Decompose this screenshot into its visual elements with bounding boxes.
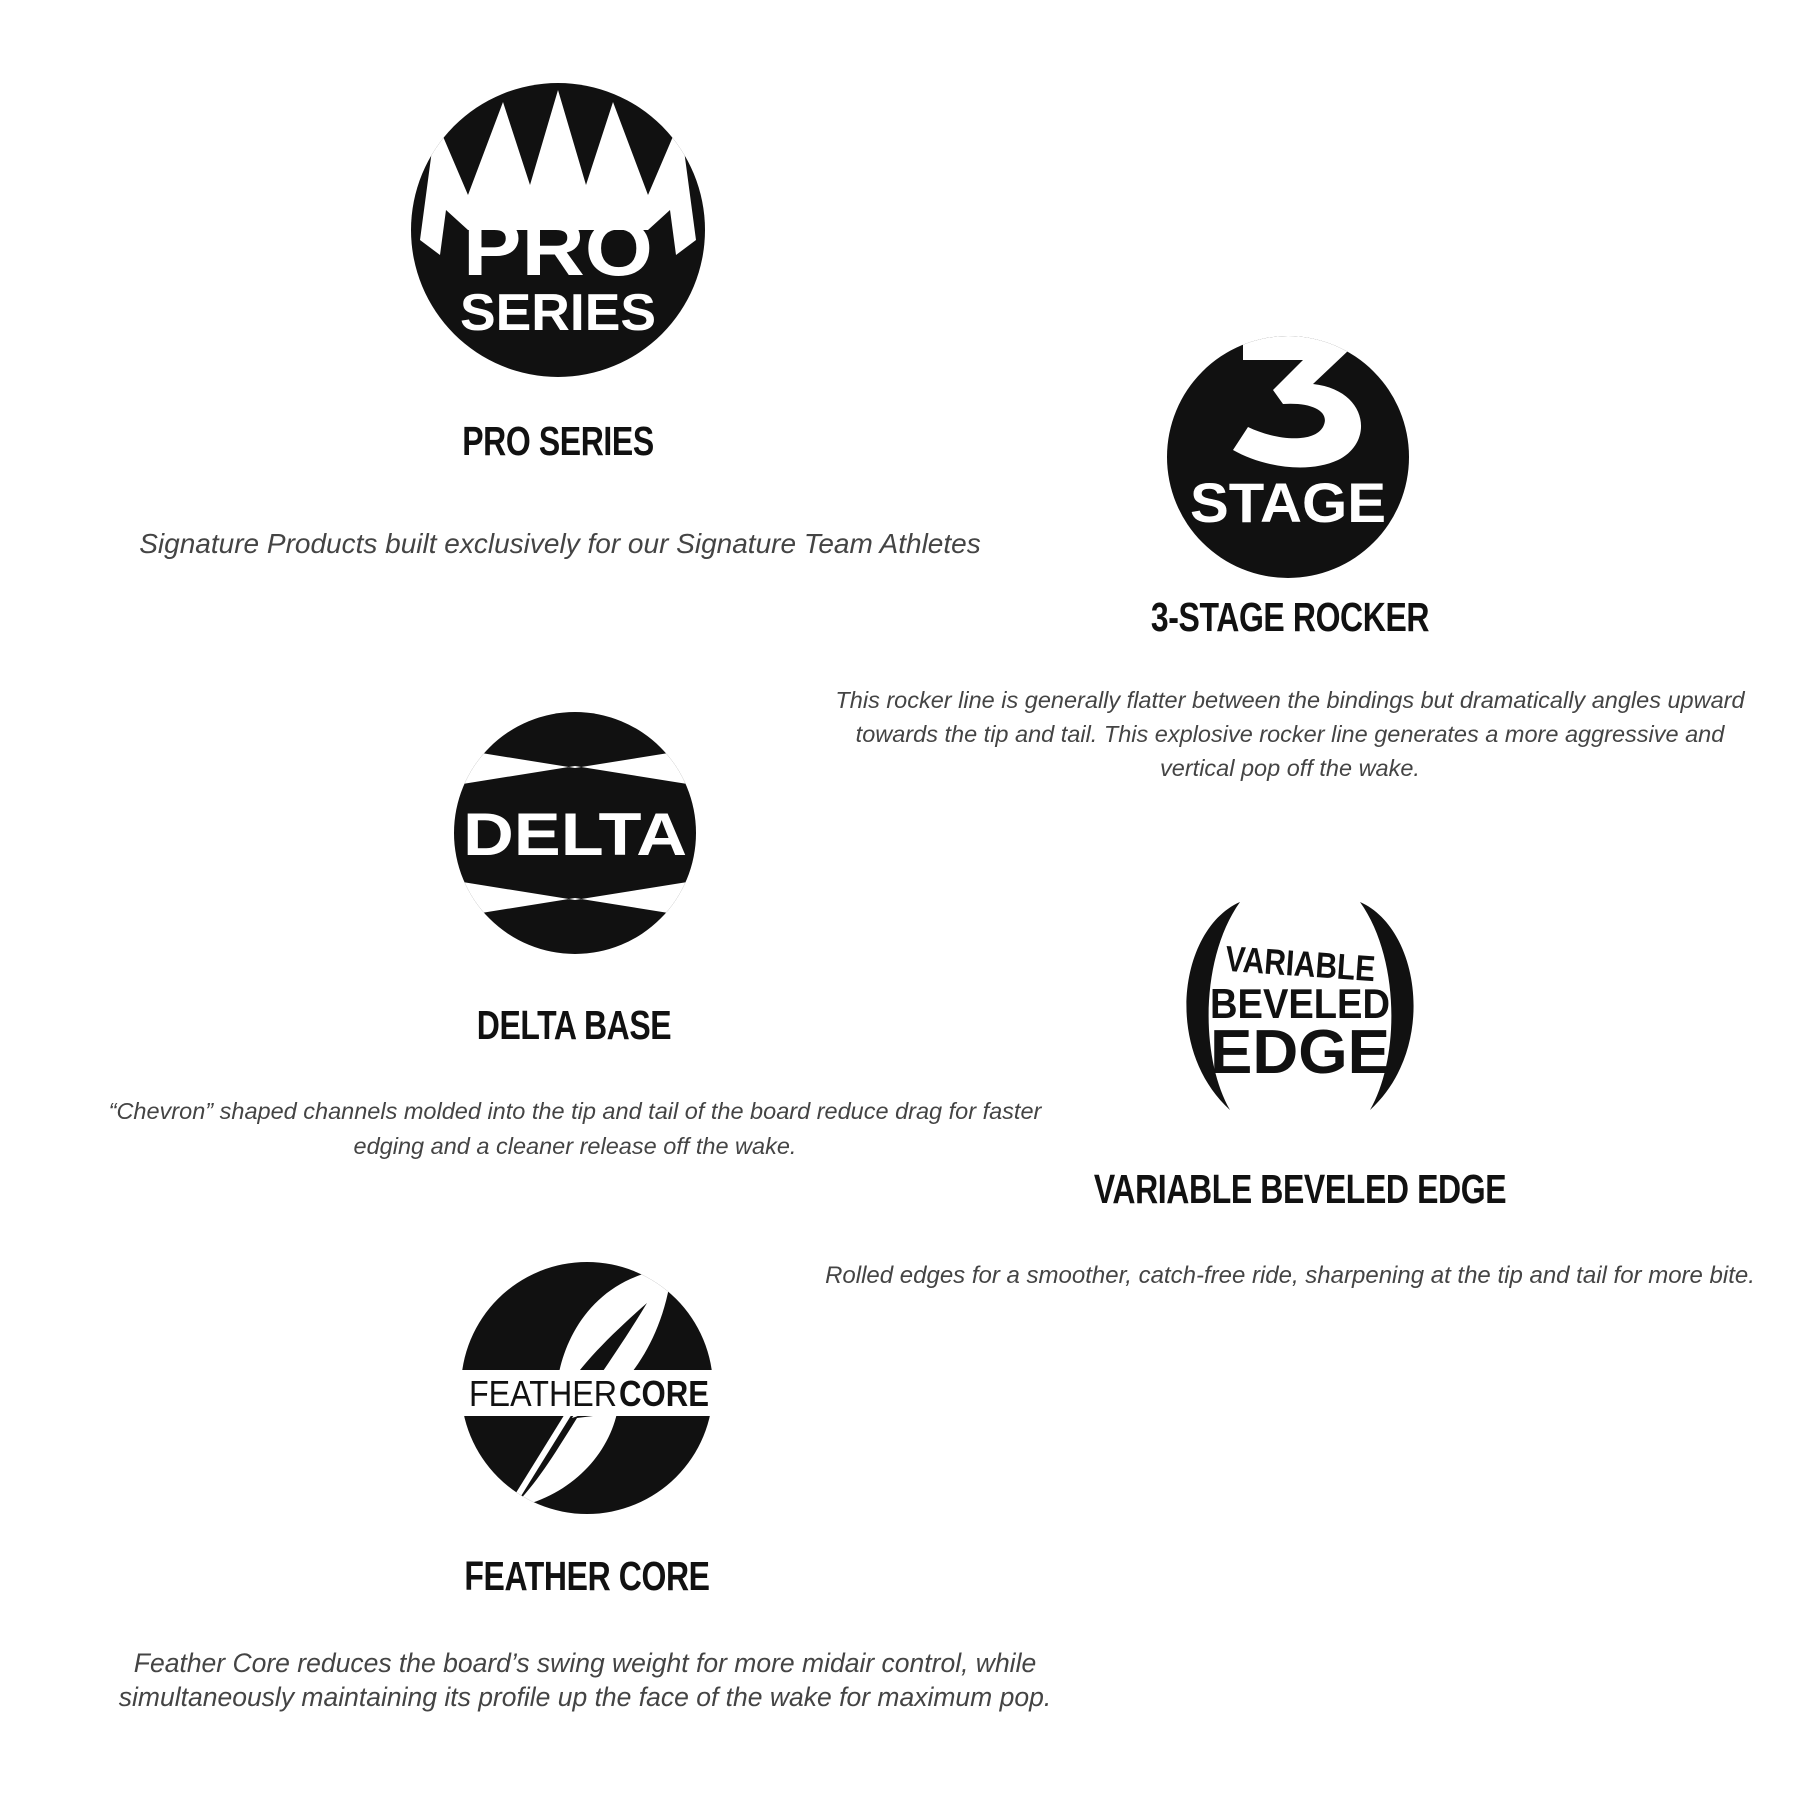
variable-beveled-edge-description: Rolled edges for a smoother, catch-free ride, sharpening at the tip and tail for more bite. xyxy=(825,1262,1755,1289)
vbe-logo-line1: VARIABLE xyxy=(1224,937,1408,992)
pro-series-logo xyxy=(408,80,708,380)
feather-core-logo-bold: CORE xyxy=(619,1373,709,1414)
delta-logo-word: DELTA xyxy=(463,801,687,868)
vbe-logo-line2: BEVELED xyxy=(1210,980,1390,1027)
feather-core-title: FEATHER CORE xyxy=(464,1553,710,1599)
three-stage-description: This rocker line is generally flatter between the bindings but dramatically angles upward towards the tip and tail. This explosive rocker line generates a more aggressive and vertical pop off the wake. xyxy=(835,687,1745,781)
pro-series-logo-line1: PRO xyxy=(463,204,653,292)
three-stage-logo-word: STAGE xyxy=(1190,471,1386,534)
pro-series-description: Signature Products built exclusively for our Signature Team Athletes xyxy=(139,528,981,559)
delta-base-title: DELTA BASE xyxy=(476,1002,672,1048)
feather-core-logo-light: FEATHER xyxy=(469,1373,617,1414)
delta-base-description: “Chevron” shaped channels molded into the tip and tail of the board reduce drag for faster edging and a cleaner release off the wake. xyxy=(108,1098,1042,1159)
vbe-logo-line3: EDGE xyxy=(1210,1018,1390,1087)
feather-core-description: Feather Core reduces the board’s swing weight for more midair control, while simultaneously maintaining its profile up the face of the wake for maximum pop. xyxy=(118,1648,1052,1712)
three-stage-logo xyxy=(1163,332,1413,582)
pro-series-logo-line2: SERIES xyxy=(460,284,656,342)
variable-beveled-edge-title: VARIABLE BEVELED EDGE xyxy=(1093,1166,1507,1212)
pro-series-title: PRO SERIES xyxy=(462,418,654,464)
three-stage-title: 3-STAGE ROCKER xyxy=(1150,594,1430,640)
variable-beveled-edge-logo xyxy=(1170,898,1430,1118)
feather-core-logo xyxy=(457,1258,717,1518)
delta-logo xyxy=(450,708,700,958)
